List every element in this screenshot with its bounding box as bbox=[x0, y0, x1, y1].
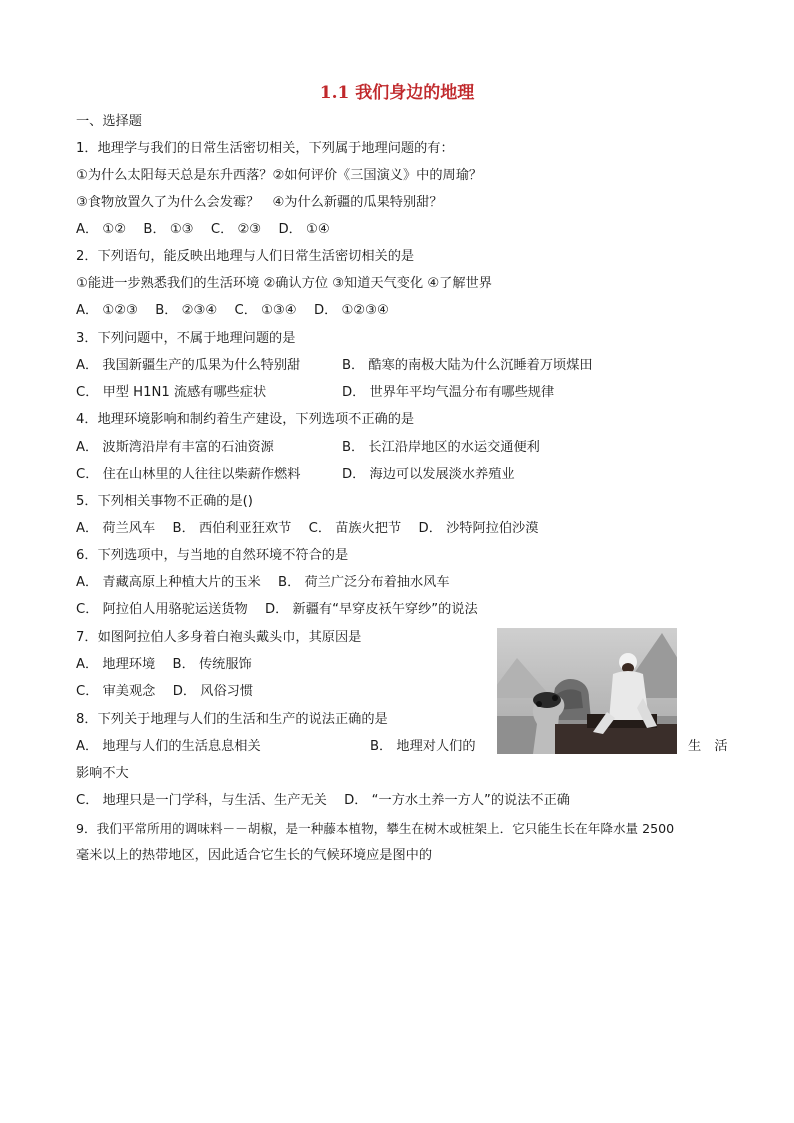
q5-stem: 5．下列相关事物不正确的是() bbox=[76, 494, 253, 509]
q3-option-a: A． 我国新疆生产的瓜果为什么特别甜 bbox=[76, 358, 301, 373]
q8-options-cd: C． 地理只是一门学科，与生活、生产无关 D． “一方水土养一方人”的说法不正确 bbox=[76, 793, 570, 808]
q8-option-b-continued: 影响不大 bbox=[76, 766, 129, 781]
q9-line1: 9．我们平常所用的调味料－－胡椒，是一种藤本植物，攀生在树木或桩架上．它只能生长在年降水量 2500 bbox=[76, 821, 675, 836]
q4-stem: 4．地理环境影响和制约着生产建设，下列选项不正确的是 bbox=[76, 412, 415, 427]
section-heading: 一、选择题 bbox=[76, 114, 142, 129]
q8-option-a: A． 地理与人们的生活息息相关 bbox=[76, 739, 261, 754]
q7-options-ab: A． 地理环境 B． 传统服饰 bbox=[76, 657, 252, 672]
arab-camel-sphinx-photo bbox=[497, 628, 677, 754]
q6-options-cd: C． 阿拉伯人用骆驼运送货物 D． 新疆有“早穿皮袄午穿纱”的说法 bbox=[76, 602, 478, 617]
q4-option-c: C． 住在山林里的人往往以柴薪作燃料 bbox=[76, 467, 301, 482]
q2-options: A． ①②③ B． ②③④ C． ①③④ D． ①②③④ bbox=[76, 303, 389, 318]
q8-option-b-tail: 生 活 bbox=[688, 739, 728, 754]
q2-stem: 2．下列语句，能反映出地理与人们日常生活密切相关的是 bbox=[76, 249, 415, 264]
q1-stem: 1．地理学与我们的日常生活密切相关，下列属于地理问题的有： bbox=[76, 141, 454, 156]
q5-options: A． 荷兰风车 B． 西伯利亚狂欢节 C． 苗族火把节 D． 沙特阿拉伯沙漠 bbox=[76, 521, 539, 536]
q4-option-a: A． 波斯湾沿岸有丰富的石油资源 bbox=[76, 440, 274, 455]
q4-option-b: B． 长江沿岸地区的水运交通便利 bbox=[342, 440, 540, 455]
q3-stem: 3．下列问题中，不属于地理问题的是 bbox=[76, 331, 296, 346]
q3-option-d: D． 世界年平均气温分布有哪些规律 bbox=[342, 385, 555, 400]
q1-line2: ③食物放置久了为什么会发霉？ ④为什么新疆的瓜果特别甜？ bbox=[76, 195, 443, 210]
q1-line1: ①为什么太阳每天总是东升西落？②如何评价《三国演义》中的周瑜？ bbox=[76, 168, 483, 183]
q2-line1: ①能进一步熟悉我们的生活环境 ②确认方位 ③知道天气变化 ④了解世界 bbox=[76, 276, 492, 291]
q4-option-d: D． 海边可以发展淡水养殖业 bbox=[342, 467, 515, 482]
q3-option-b: B． 酷寒的南极大陆为什么沉睡着万顷煤田 bbox=[342, 358, 593, 373]
page-title: 1.1 我们身边的地理 bbox=[319, 83, 475, 103]
q7-stem: 7．如图阿拉伯人多身着白袍头戴头巾，其原因是 bbox=[76, 630, 362, 645]
q6-options-ab: A． 青藏高原上种植大片的玉米 B． 荷兰广泛分布着抽水风车 bbox=[76, 575, 450, 590]
q3-option-c: C． 甲型 H1N1 流感有哪些症状 bbox=[76, 385, 267, 400]
q8-option-b: B． 地理对人们的 bbox=[370, 739, 476, 754]
q9-line2: 毫米以上的热带地区，因此适合它生长的气候环境应是图中的 bbox=[76, 848, 433, 863]
q7-options-cd: C． 审美观念 D． 风俗习惯 bbox=[76, 684, 253, 699]
q1-options: A． ①② B． ①③ C． ②③ D． ①④ bbox=[76, 222, 330, 237]
q8-stem: 8．下列关于地理与人们的生活和生产的说法正确的是 bbox=[76, 712, 388, 727]
q6-stem: 6．下列选项中，与当地的自然环境不符合的是 bbox=[76, 548, 349, 563]
